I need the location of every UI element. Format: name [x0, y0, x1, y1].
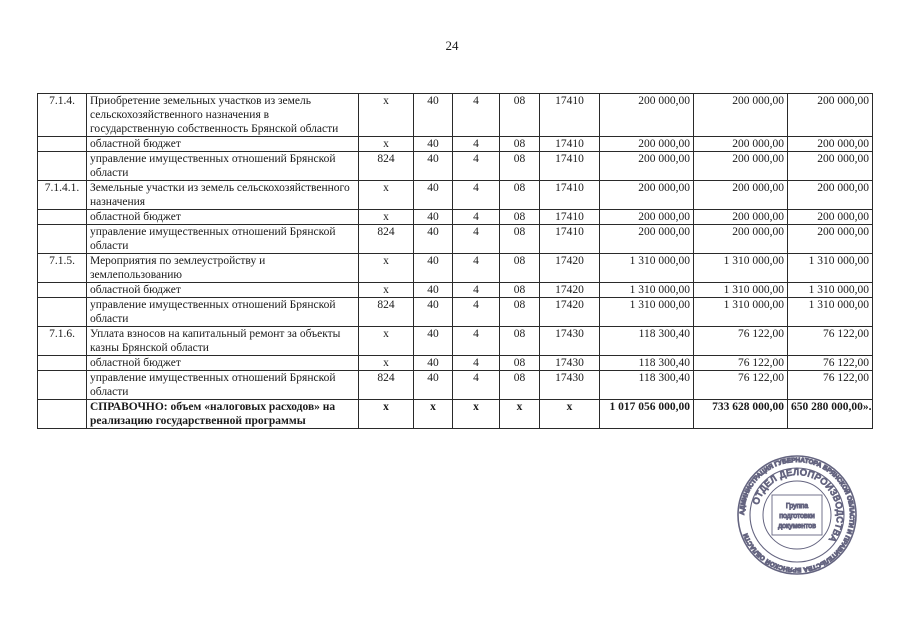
row-value-year-3: 200 000,00: [788, 152, 873, 181]
row-name: управление имущественных отношений Брянской области: [87, 371, 359, 400]
table-row: [38, 254, 873, 283]
row-value-year-3: 1 310 000,00: [788, 298, 873, 327]
row-admin-code: 824: [359, 298, 414, 327]
row-subprogram-code: x: [453, 400, 500, 429]
row-value-year-1: 1 310 000,00: [600, 254, 694, 283]
table-row: [38, 225, 873, 254]
row-value-year-1: 1 310 000,00: [600, 298, 694, 327]
row-name: областной бюджет: [87, 283, 359, 298]
row-value-year-3: 1 310 000,00: [788, 283, 873, 298]
row-program-code: 40: [414, 210, 453, 225]
row-program-code: 40: [414, 94, 453, 137]
row-event-code: 08: [500, 94, 540, 137]
row-value-year-3: 200 000,00: [788, 137, 873, 152]
table-row: [38, 210, 873, 225]
row-value-year-2: 200 000,00: [694, 94, 788, 137]
row-code: [38, 371, 87, 400]
row-program-code: x: [414, 400, 453, 429]
row-value-year-1: 200 000,00: [600, 210, 694, 225]
row-subprogram-code: 4: [453, 181, 500, 210]
row-value-year-3: 200 000,00: [788, 181, 873, 210]
table-row: [38, 371, 873, 400]
table-row: [38, 356, 873, 371]
table-row: [38, 94, 873, 137]
row-name: управление имущественных отношений Брянской области: [87, 298, 359, 327]
row-subprogram-code: 4: [453, 283, 500, 298]
row-value-year-1: 118 300,40: [600, 327, 694, 356]
row-value-year-2: 76 122,00: [694, 356, 788, 371]
row-value-year-2: 76 122,00: [694, 371, 788, 400]
row-value-year-2: 1 310 000,00: [694, 254, 788, 283]
row-code: 7.1.4.: [38, 94, 87, 137]
row-value-year-1: 1 310 000,00: [600, 283, 694, 298]
row-subprogram-code: 4: [453, 152, 500, 181]
row-event-code: 08: [500, 327, 540, 356]
row-value-year-2: 200 000,00: [694, 181, 788, 210]
row-code: [38, 356, 87, 371]
row-value-year-1: 200 000,00: [600, 94, 694, 137]
table-body: [38, 94, 873, 429]
row-program-code: 40: [414, 371, 453, 400]
row-admin-code: x: [359, 254, 414, 283]
row-direction-code: 17410: [540, 210, 600, 225]
row-admin-code: 824: [359, 225, 414, 254]
row-program-code: 40: [414, 327, 453, 356]
row-value-year-1: 200 000,00: [600, 225, 694, 254]
row-code: [38, 400, 87, 429]
row-event-code: 08: [500, 210, 540, 225]
row-code: [38, 210, 87, 225]
row-direction-code: 17410: [540, 94, 600, 137]
row-name: Мероприятия по землеустройству и землепользованию: [87, 254, 359, 283]
row-value-year-1: 200 000,00: [600, 152, 694, 181]
row-direction-code: 17420: [540, 298, 600, 327]
row-direction-code: 17420: [540, 254, 600, 283]
table-row: [38, 400, 873, 429]
row-event-code: 08: [500, 298, 540, 327]
row-direction-code: 17430: [540, 356, 600, 371]
row-value-year-1: 118 300,40: [600, 371, 694, 400]
row-value-year-3: 76 122,00: [788, 327, 873, 356]
row-name: СПРАВОЧНО: объем «налоговых расходов» на реализацию государственной программы: [87, 400, 359, 429]
row-value-year-2: 200 000,00: [694, 137, 788, 152]
table-row: [38, 327, 873, 356]
row-admin-code: x: [359, 283, 414, 298]
row-name: управление имущественных отношений Брянской области: [87, 225, 359, 254]
row-value-year-1: 118 300,40: [600, 356, 694, 371]
stamp-center-line-2: подготовки: [779, 513, 815, 520]
row-subprogram-code: 4: [453, 210, 500, 225]
row-code: 7.1.5.: [38, 254, 87, 283]
row-admin-code: x: [359, 181, 414, 210]
row-subprogram-code: 4: [453, 94, 500, 137]
row-admin-code: x: [359, 356, 414, 371]
row-code: 7.1.4.1.: [38, 181, 87, 210]
row-value-year-3: 200 000,00: [788, 210, 873, 225]
row-name: Уплата взносов на капитальный ремонт за объекты казны Брянской области: [87, 327, 359, 356]
row-program-code: 40: [414, 254, 453, 283]
row-direction-code: 17430: [540, 327, 600, 356]
row-name: областной бюджет: [87, 137, 359, 152]
stamp-center-line-1: Группа: [785, 503, 809, 510]
row-event-code: 08: [500, 356, 540, 371]
budget-table: [37, 93, 873, 429]
row-value-year-3: 76 122,00: [788, 371, 873, 400]
row-value-year-1: 1 017 056 000,00: [600, 400, 694, 429]
row-subprogram-code: 4: [453, 225, 500, 254]
row-subprogram-code: 4: [453, 137, 500, 152]
row-program-code: 40: [414, 152, 453, 181]
row-event-code: 08: [500, 371, 540, 400]
row-value-year-2: 733 628 000,00: [694, 400, 788, 429]
row-value-year-3: 200 000,00: [788, 94, 873, 137]
row-name: областной бюджет: [87, 356, 359, 371]
stamp-center-line-3: документов: [778, 523, 816, 530]
row-direction-code: 17410: [540, 181, 600, 210]
row-value-year-2: 200 000,00: [694, 225, 788, 254]
stamp-ring-text: ОТДЕЛ ДЕЛОПРОИЗВОДСТВА: [750, 466, 846, 545]
row-admin-code: x: [359, 137, 414, 152]
row-event-code: 08: [500, 283, 540, 298]
row-value-year-3: 650 280 000,00».: [788, 400, 873, 429]
row-admin-code: x: [359, 400, 414, 429]
row-value-year-1: 200 000,00: [600, 137, 694, 152]
row-value-year-2: 1 310 000,00: [694, 298, 788, 327]
row-event-code: 08: [500, 137, 540, 152]
row-direction-code: 17430: [540, 371, 600, 400]
table-row: [38, 181, 873, 210]
row-value-year-1: 200 000,00: [600, 181, 694, 210]
row-event-code: 08: [500, 152, 540, 181]
row-value-year-2: 200 000,00: [694, 152, 788, 181]
row-subprogram-code: 4: [453, 327, 500, 356]
row-direction-code: 17410: [540, 137, 600, 152]
row-event-code: x: [500, 400, 540, 429]
row-program-code: 40: [414, 283, 453, 298]
row-subprogram-code: 4: [453, 371, 500, 400]
row-name: Земельные участки из земель сельскохозяйственного назначения: [87, 181, 359, 210]
row-value-year-3: 76 122,00: [788, 356, 873, 371]
row-subprogram-code: 4: [453, 254, 500, 283]
row-program-code: 40: [414, 225, 453, 254]
row-code: [38, 225, 87, 254]
row-admin-code: x: [359, 210, 414, 225]
row-program-code: 40: [414, 181, 453, 210]
row-admin-code: x: [359, 327, 414, 356]
row-program-code: 40: [414, 356, 453, 371]
row-code: [38, 298, 87, 327]
row-value-year-3: 200 000,00: [788, 225, 873, 254]
row-event-code: 08: [500, 225, 540, 254]
official-stamp: [736, 454, 858, 576]
row-admin-code: 824: [359, 371, 414, 400]
row-code: [38, 137, 87, 152]
row-direction-code: 17420: [540, 283, 600, 298]
row-code: 7.1.6.: [38, 327, 87, 356]
row-value-year-3: 1 310 000,00: [788, 254, 873, 283]
row-direction-code: 17410: [540, 152, 600, 181]
row-admin-code: x: [359, 94, 414, 137]
row-name: управление имущественных отношений Брянской области: [87, 152, 359, 181]
row-event-code: 08: [500, 181, 540, 210]
row-direction-code: x: [540, 400, 600, 429]
row-code: [38, 283, 87, 298]
row-value-year-2: 1 310 000,00: [694, 283, 788, 298]
row-subprogram-code: 4: [453, 298, 500, 327]
row-name: областной бюджет: [87, 210, 359, 225]
table-row: [38, 137, 873, 152]
row-direction-code: 17410: [540, 225, 600, 254]
row-value-year-2: 76 122,00: [694, 327, 788, 356]
stamp-outer-text: АДМИНИСТРАЦИЯ ГУБЕРНАТОРА БРЯНСКОЙ ОБЛАСТИ И ПРАВИТЕЛЬСТВА БРЯНСКОЙ ОБЛАСТИ: [738, 456, 856, 574]
row-admin-code: 824: [359, 152, 414, 181]
row-name: Приобретение земельных участков из земель сельскохозяйственного назначения в государственную собственность Брянской области: [87, 94, 359, 137]
row-value-year-2: 200 000,00: [694, 210, 788, 225]
row-subprogram-code: 4: [453, 356, 500, 371]
table-row: [38, 283, 873, 298]
row-program-code: 40: [414, 298, 453, 327]
row-event-code: 08: [500, 254, 540, 283]
table-row: [38, 152, 873, 181]
row-program-code: 40: [414, 137, 453, 152]
row-code: [38, 152, 87, 181]
page-number: 24: [445, 38, 459, 53]
table-row: [38, 298, 873, 327]
